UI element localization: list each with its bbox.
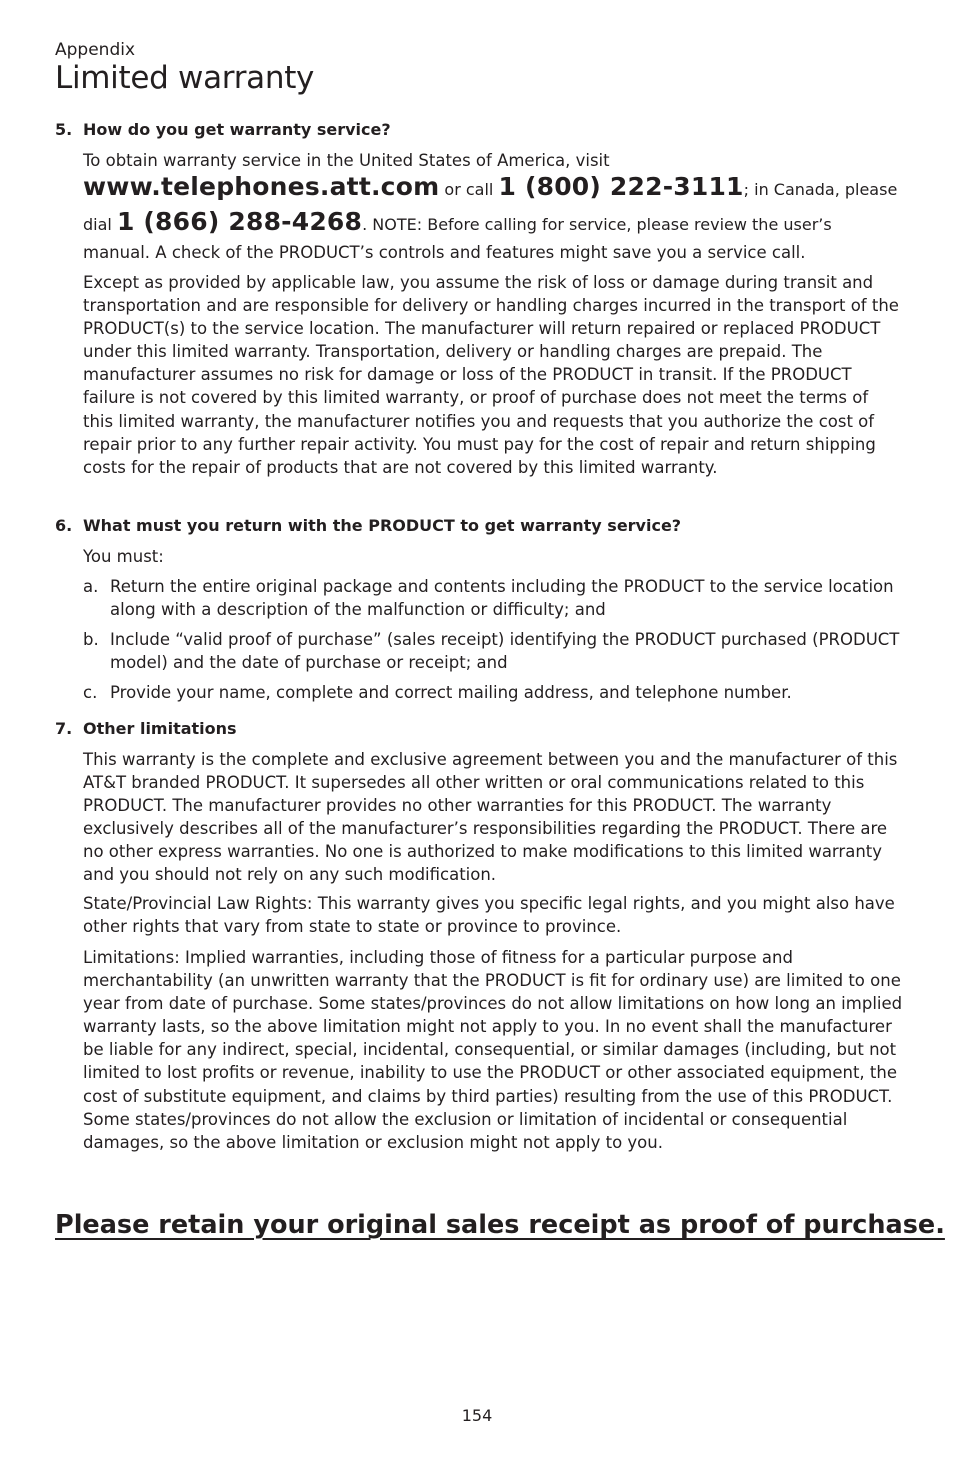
list-item-text: Return the entire original package and contents including the PRODUCT to the service location along with a description of the malfunction or difficulty; and <box>110 577 894 620</box>
note-text: . NOTE: Before calling for service, please review the user’s <box>362 215 832 234</box>
website-link[interactable]: www.telephones.att.com <box>83 172 440 201</box>
list-item-letter: b. <box>83 630 99 649</box>
contact-line-2 <box>83 207 913 236</box>
contact-line-1 <box>83 172 913 201</box>
canada-text: ; in Canada, please <box>743 180 898 199</box>
list-item-text: Provide your name, complete and correct mailing address, and telephone number. <box>110 683 792 702</box>
section-7-number: 7. <box>55 719 73 738</box>
section-6-heading: What must you return with the PRODUCT to get warranty service? <box>83 516 682 535</box>
list-item-letter: c. <box>83 683 98 702</box>
note-text-line-2: manual. A check of the PRODUCT’s controls and features might save you a service call. <box>83 243 806 262</box>
section-7-paragraph-3: Limitations: Implied warranties, including those of fitness for a particular purpose and merchantability (an unwritten warranty that the PRODUCT is fit for ordinary use) are limited to one year from date of purchase. Some states/provinces do not allow limitations on how long an implied warranty lasts, so the above limitation might not apply to you. In no event shall the manufacturer be liable for any indirect, special, incidental, consequential, or similar damages (including, but not limited to lost profits or revenue, inability to use the PRODUCT or other associated equipment, the cost of substitute equipment, and claims by third parties) resulting from the use of this PRODUCT. Some states/provinces do not allow the exclusion or limitation of incidental or consequential damages, so the above limitation or exclusion might not apply to you. <box>83 948 903 1152</box>
section-5-number: 5. <box>55 120 73 139</box>
dial-text: dial <box>83 215 117 234</box>
or-call-text: or call <box>439 180 499 199</box>
section-7-paragraph-2: State/Provincial Law Rights: This warranty gives you specific legal rights, and you might also have other rights that vary from state to state or province to province. <box>83 894 895 937</box>
page-title: Limited warranty <box>55 60 315 96</box>
section-7-paragraph-1: This warranty is the complete and exclusive agreement between you and the manufacturer of this AT&T branded PRODUCT. It supersedes all other written or oral communications related to this PRODUCT. The manufacturer provides no other warranties for this PRODUCT. The warranty exclusively describes all of the manufacturer’s responsibilities regarding the PRODUCT. There are no other express warranties. No one is authorized to make modifications to this limited warranty and you should not rely on any such modification. <box>83 750 898 885</box>
list-item-letter: a. <box>83 577 99 596</box>
closing-statement: Please retain your original sales receipt as proof of purchase. <box>55 1210 945 1240</box>
list-item-text: Include “valid proof of purchase” (sales receipt) identifying the PRODUCT purchased (PRODUCT model) and the date of purchase or receipt; and <box>110 630 900 673</box>
page-number: 154 <box>461 1406 493 1425</box>
section-5-heading: How do you get warranty service? <box>83 120 391 139</box>
us-phone-number: 1 (800) 222-3111 <box>498 172 744 201</box>
canada-phone-number: 1 (866) 288-4268 <box>116 207 363 236</box>
section-7-heading: Other limitations <box>83 719 237 738</box>
section-5-intro: To obtain warranty service in the United States of America, visit <box>83 151 610 170</box>
section-6-intro: You must: <box>83 547 164 566</box>
section-6-number: 6. <box>55 516 73 535</box>
section-label: Appendix <box>55 40 136 60</box>
section-5-paragraph: Except as provided by applicable law, you assume the risk of loss or damage during transit and transportation and are responsible for delivery or handling charges incurred in the transport of the PRODUCT(s) to the service location. The manufacturer will return repaired or replaced PRODUCT under this limited warranty. Transportation, delivery or handling charges are prepaid. The manufacturer assumes no risk for damage or loss of the PRODUCT in transit. If the PRODUCT failure is not covered by this limited warranty, or proof of purchase does not meet the terms of this limited warranty, the manufacturer notifies you and requests that you authorize the cost of repair prior to any further repair activity. You must pay for the cost of repair and return shipping costs for the repair of products that are not covered by this limited warranty. <box>83 273 899 477</box>
